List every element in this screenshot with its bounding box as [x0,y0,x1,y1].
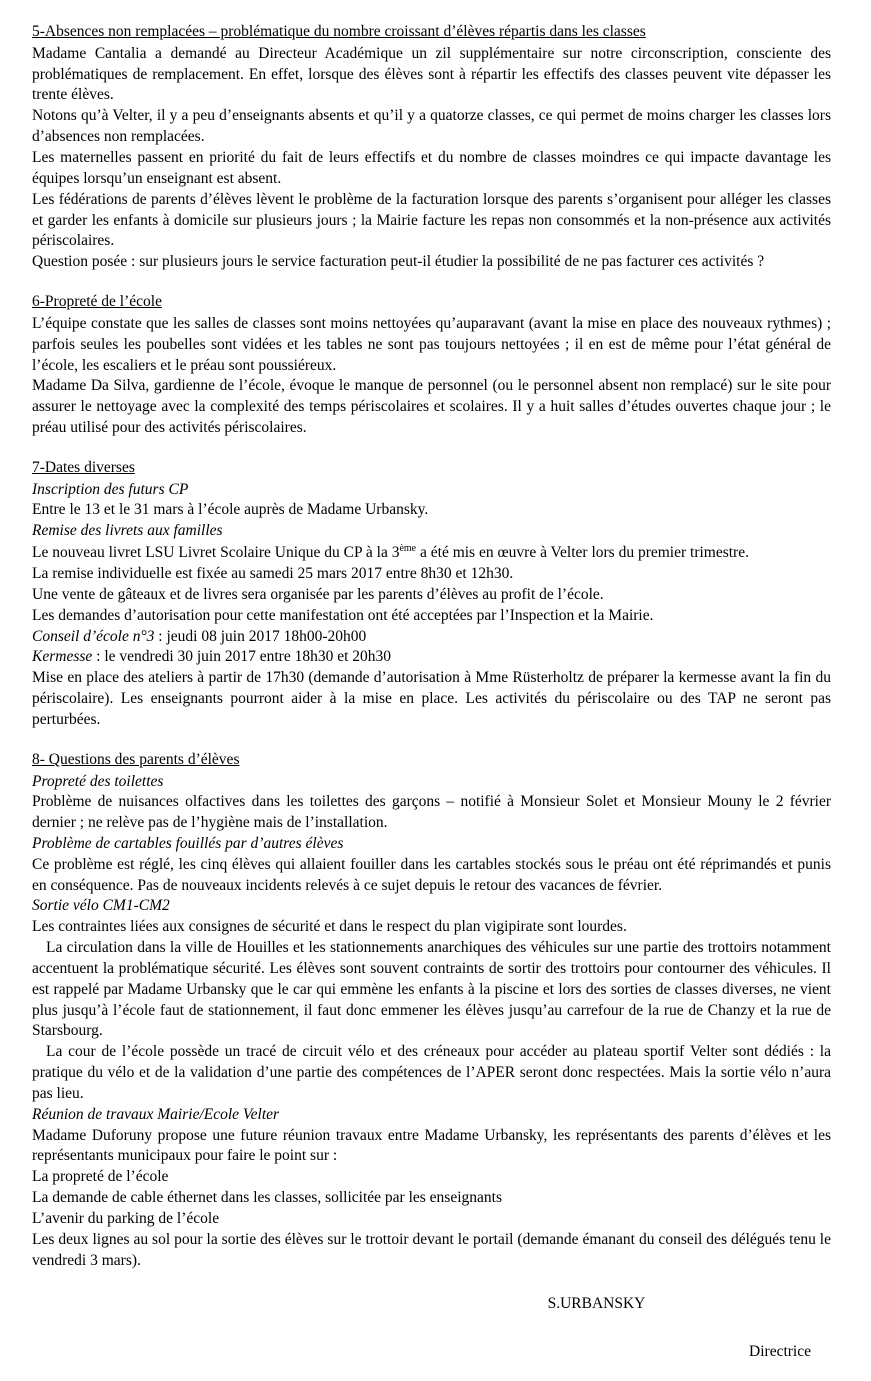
conseil-ecole-label: Conseil d’école n°3 [32,627,155,645]
paragraph: Madame Duforuny propose une future réunion travaux entre Madame Urbansky, les représentants des parents d’élèves et les représentants municipaux pour faire le point sur : [32,1126,831,1165]
paragraph: La demande de cable éthernet dans les classes, sollicitée par les enseignants [32,1189,502,1207]
section-proprete-ecole [32,292,831,439]
paragraph-conseil-ecole [32,627,831,648]
paragraph: L’avenir du parking de l’école [32,1209,220,1227]
paragraph: Ce problème est réglé, les cinq élèves qui allaient fouiller dans les cartables stockés sous le préau ont été réprimandés et punis en conséquence. Pas de nouveaux incidents relevés à ce sujet depuis le retour des vacances de février. [32,855,831,894]
paragraph: Les fédérations de parents d’élèves lèvent le problème de la facturation lorsque des parents s’organisent pour alléger les classes et garder les enfants à domicile sur plusieurs jours ; la Mairie facture les repas non consommés et la non-présence aux activités périscolaires. [32,190,831,250]
paragraph: Une vente de gâteaux et de livres sera organisée par les parents d’élèves au profit de l’école. [32,585,604,603]
subheading-reunion-travaux: Réunion de travaux Mairie/Ecole Velter [32,1105,280,1123]
lsu-pre: Le nouveau livret LSU Livret Scolaire Unique du CP à la 3 [32,544,400,562]
kermesse-label: Kermesse [32,648,93,666]
paragraph: Les deux lignes au sol pour la sortie des élèves sur le trottoir devant le portail (demande émanant du conseil des délégués tenu le vendredi 3 mars). [32,1230,831,1269]
paragraph: La cour de l’école possède un tracé de circuit vélo et des créneaux pour accéder au plateau sportif Velter sont dédiés : la pratique du vélo et de la validation d’une partie des compétences de l’APER seront donc respectées. Mais la sortie vélo n’aura pas lieu. [32,1043,831,1102]
paragraph: Les demandes d’autorisation pour cette manifestation ont été acceptées par l’Inspection et la Mairie. [32,606,654,624]
section-heading-dates: 7-Dates diverses [32,458,135,476]
section-questions-parents [32,750,831,1272]
section-heading-questions: 8- Questions des parents d’élèves [32,750,240,768]
paragraph: Entre le 13 et le 31 mars à l’école auprès de Madame Urbansky. [32,501,429,519]
spacer [32,439,831,458]
subheading-inscription-cp: Inscription des futurs CP [32,480,189,498]
section-dates-diverses [32,458,831,731]
paragraph: Problème de nuisances olfactives dans les toilettes des garçons – notifié à Monsieur Solet et Monsieur Mouny le 2 février dernier ; ne relève pas de l’hygiène mais de l’installation. [32,793,831,832]
paragraph: La propreté de l’école [32,1168,169,1186]
section-heading-absences: 5-Absences non remplacées – problématique du nombre croissant d’élèves répartis dans les classes [32,23,646,40]
paragraph-kermesse [32,647,831,668]
section-absences [32,22,831,273]
signature-name: S.URBANSKY [547,1295,646,1313]
paragraph: La circulation dans la ville de Houilles et les stationnements anarchiques des véhicules sur une partie des trottoirs notamment accentuent la problématique sécurité. Les élèves sont souvent contraints de sortir des trottoirs pour contourner des véhicules. Il est rappelé par Madame Urbansky que le car qui emmène les enfants à la piscine et lors des sorties de classes diverses, ne vient plus jusqu’à l’école faut de stationnement, il faut donc emmener les élèves jusqu’au carrefour de la rue de Chanzy et la rue de Starsbourg. [32,939,831,1040]
spacer [32,731,831,750]
paragraph: Mise en place des ateliers à partir de 17h30 (demande d’autorisation à Mme Rüsterholtz de préparer la kermesse avant la fin du périscolaire). Les enseignants pourront aider à la mise en place. Les activités du périscolaire ou des TAP ne seront pas perturbées. [32,669,831,728]
signature-title: Directrice [749,1343,811,1361]
lsu-sup: ème [399,543,417,555]
paragraph: Notons qu’à Velter, il y a peu d’enseignants absents et qu’il y a quatorze classes, ce qui permet de moins charger les classes lors d’absences non remplacées. [32,107,831,146]
paragraph: Les contraintes liées aux consignes de sécurité et dans le respect du plan vigipirate sont lourdes. [32,918,627,936]
paragraph: Les maternelles passent en priorité du fait de leurs effectifs et du nombre de classes moindres ce qui impacte davantage les équipes lorsqu’un enseignant est absent. [32,148,831,187]
paragraph: L’équipe constate que les salles de classes sont moins nettoyées qu’auparavant (avant la mise en place des nouveaux rythmes) ; parfois seules les poubelles sont vidées et les tables ne sont pas toujours nettoyées ; il en est de même pour l’état général de l’école, les escaliers et le préau sont poussiéreux. [32,314,831,374]
subheading-remise-livrets: Remise des livrets aux familles [32,522,223,540]
subheading-sortie-velo: Sortie vélo CM1-CM2 [32,897,170,915]
kermesse-date: : le vendredi 30 juin 2017 entre 18h30 et 20h30 [92,648,392,666]
paragraph: Question posée : sur plusieurs jours le service facturation peut-il étudier la possibilité de ne pas facturer ces activités ? [32,253,765,271]
subheading-proprete-toilettes: Propreté des toilettes [32,772,164,790]
subheading-cartables-fouilles: Problème de cartables fouillés par d’autres élèves [32,834,344,852]
paragraph: La remise individuelle est fixée au samedi 25 mars 2017 entre 8h30 et 12h30. [32,565,514,583]
paragraph: Madame Cantalia a demandé au Directeur Académique un zil supplémentaire sur notre circonscription, consciente des problématiques de remplacement. En effet, lorsque des élèves sont à répartir les effectifs des classes peuvent vite dépasser les trente élèves. [32,44,831,104]
paragraph-lsu [32,542,831,564]
section-heading-proprete: 6-Propreté de l’école [32,293,162,311]
paragraph: Madame Da Silva, gardienne de l’école, évoque le manque de personnel (ou le personnel absent non remplacé) sur le site pour assurer le nettoyage avec la complexité des temps périscolaires et scolaires. Il y a huit salles d’études ouvertes chaque jour ; le préau utilisé pour des activités périscolaires. [32,377,831,437]
spacer [32,273,831,292]
conseil-ecole-date: : jeudi 08 juin 2017 18h00-20h00 [154,627,367,645]
lsu-post: a été mis en œuvre à Velter lors du premier trimestre. [416,544,749,562]
